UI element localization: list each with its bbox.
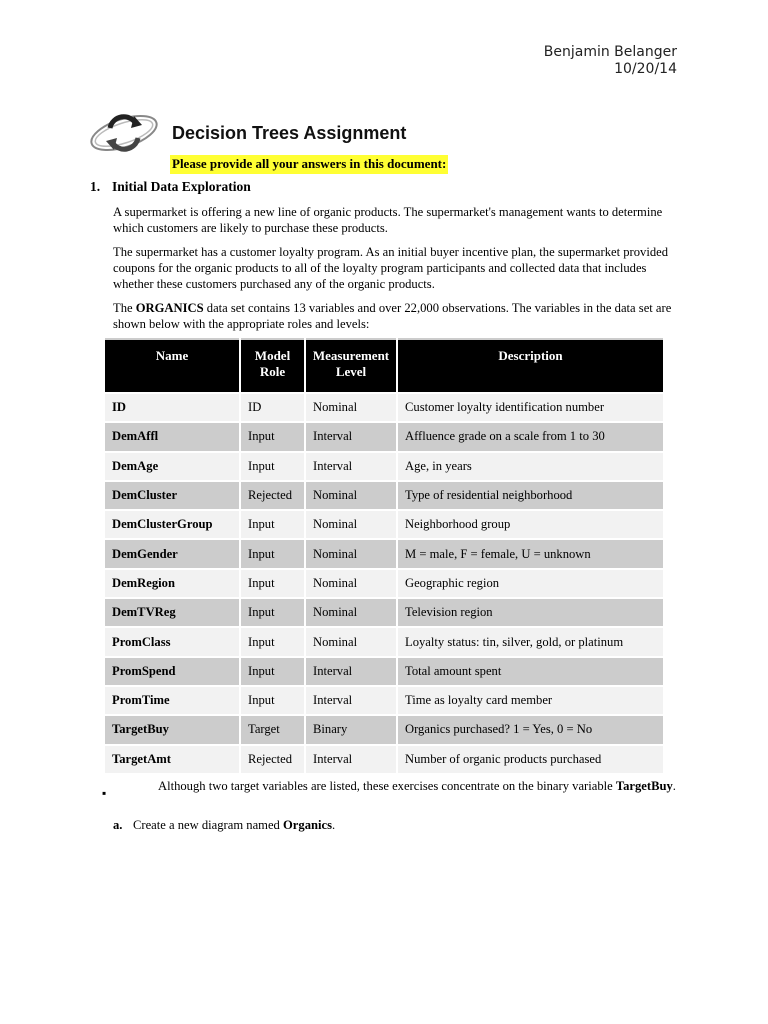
document-date: 10/20/14	[614, 61, 677, 77]
note-text-post: .	[672, 779, 676, 793]
cell-measurement-level: Nominal	[305, 510, 397, 539]
cell-name: TargetAmt	[105, 745, 240, 773]
note-target-variable: TargetBuy	[615, 779, 673, 793]
cell-description: Number of organic products purchased	[397, 745, 663, 773]
cell-model-role: Input	[240, 598, 305, 627]
paragraph-loyalty: The supermarket has a customer loyalty program. As an initial buyer incentive plan, the supermarket provided coupons for the organic products to all of the loyalty program participants and collected data that includes whether these customers purchased any of the organic products.	[113, 245, 669, 291]
cell-description: Customer loyalty identification number	[397, 393, 663, 422]
cell-name: DemAffl	[105, 422, 240, 451]
step-a-diagram-name: Organics	[283, 818, 332, 832]
cell-description: Total amount spent	[397, 657, 663, 686]
cell-measurement-level: Nominal	[305, 627, 397, 656]
cell-description: Organics purchased? 1 = Yes, 0 = No	[397, 715, 663, 744]
table-row	[105, 422, 663, 451]
cell-description: M = male, F = female, U = unknown	[397, 539, 663, 568]
table-row	[105, 393, 663, 422]
table-row	[105, 452, 663, 481]
cell-description: Geographic region	[397, 569, 663, 598]
cell-name: PromClass	[105, 627, 240, 656]
author-block	[544, 44, 677, 78]
cell-name: ID	[105, 393, 240, 422]
table-row	[105, 481, 663, 510]
cell-measurement-level: Interval	[305, 657, 397, 686]
cell-model-role: Target	[240, 715, 305, 744]
step-a-label: a.	[113, 818, 123, 832]
cell-model-role: Input	[240, 452, 305, 481]
section-heading	[90, 179, 251, 195]
cell-description: Television region	[397, 598, 663, 627]
target-note	[158, 777, 678, 795]
header-model-role: Model Role	[240, 339, 305, 393]
table-row	[105, 657, 663, 686]
cell-name: DemRegion	[105, 569, 240, 598]
header-name: Name	[105, 339, 240, 393]
header-description: Description	[397, 339, 663, 393]
step-a	[113, 818, 335, 833]
table-row	[105, 686, 663, 715]
table-row	[105, 745, 663, 773]
cell-model-role: Input	[240, 422, 305, 451]
cell-name: DemClusterGroup	[105, 510, 240, 539]
cell-name: DemCluster	[105, 481, 240, 510]
cell-name: PromSpend	[105, 657, 240, 686]
cell-name: DemTVReg	[105, 598, 240, 627]
cell-description: Loyalty status: tin, silver, gold, or platinum	[397, 627, 663, 656]
cell-measurement-level: Interval	[305, 422, 397, 451]
cell-model-role: Input	[240, 686, 305, 715]
step-a-text-pre: Create a new diagram named	[133, 818, 284, 832]
cell-measurement-level: Nominal	[305, 569, 397, 598]
cell-description: Time as loyalty card member	[397, 686, 663, 715]
cell-name: TargetBuy	[105, 715, 240, 744]
cell-name: PromTime	[105, 686, 240, 715]
cell-model-role: Rejected	[240, 745, 305, 773]
cell-model-role: Input	[240, 510, 305, 539]
header-measurement-level: Measurement Level	[305, 339, 397, 393]
note-text-pre: Although two target variables are listed, these exercises concentrate on the binary variable	[158, 779, 616, 793]
cell-model-role: Input	[240, 569, 305, 598]
cell-description: Age, in years	[397, 452, 663, 481]
table-row	[105, 598, 663, 627]
cell-description: Neighborhood group	[397, 510, 663, 539]
table-row	[105, 539, 663, 568]
cell-measurement-level: Interval	[305, 745, 397, 773]
cell-measurement-level: Nominal	[305, 539, 397, 568]
bullet-icon: ▪	[102, 786, 107, 800]
cell-measurement-level: Nominal	[305, 598, 397, 627]
variables-table	[105, 338, 663, 773]
cell-model-role: Rejected	[240, 481, 305, 510]
cell-description: Type of residential neighborhood	[397, 481, 663, 510]
dataset-text-pre: The	[113, 301, 136, 315]
cell-name: DemAge	[105, 452, 240, 481]
table-row	[105, 715, 663, 744]
dataset-name: ORGANICS	[135, 301, 204, 315]
paragraph-dataset	[113, 300, 673, 332]
document-title: Decision Trees Assignment	[172, 123, 407, 143]
table-row	[105, 569, 663, 598]
cell-model-role: Input	[240, 627, 305, 656]
table-header-row	[105, 339, 663, 393]
cell-measurement-level: Nominal	[305, 481, 397, 510]
cell-measurement-level: Nominal	[305, 393, 397, 422]
cell-model-role: Input	[240, 657, 305, 686]
instruction-highlight: Please provide all your answers in this document:	[170, 155, 448, 174]
paragraph-intro: A supermarket is offering a new line of organic products. The supermarket's management wants to determine which customers are likely to purchase these products.	[113, 205, 663, 235]
section-title: Initial Data Exploration	[112, 179, 251, 194]
cell-description: Affluence grade on a scale from 1 to 30	[397, 422, 663, 451]
author-name: Benjamin Belanger	[543, 44, 677, 60]
cell-model-role: ID	[240, 393, 305, 422]
step-a-text-post: .	[332, 818, 336, 832]
circular-arrows-logo-icon	[88, 106, 160, 160]
cell-measurement-level: Binary	[305, 715, 397, 744]
section-number: 1.	[90, 179, 101, 194]
table-row	[105, 627, 663, 656]
cell-measurement-level: Interval	[305, 452, 397, 481]
cell-model-role: Input	[240, 539, 305, 568]
cell-measurement-level: Interval	[305, 686, 397, 715]
dataset-text-post: data set contains 13 variables and over 22,000 observations. The variables in the data set are shown below with the appropriate roles and levels:	[113, 301, 672, 331]
table-row	[105, 510, 663, 539]
cell-name: DemGender	[105, 539, 240, 568]
